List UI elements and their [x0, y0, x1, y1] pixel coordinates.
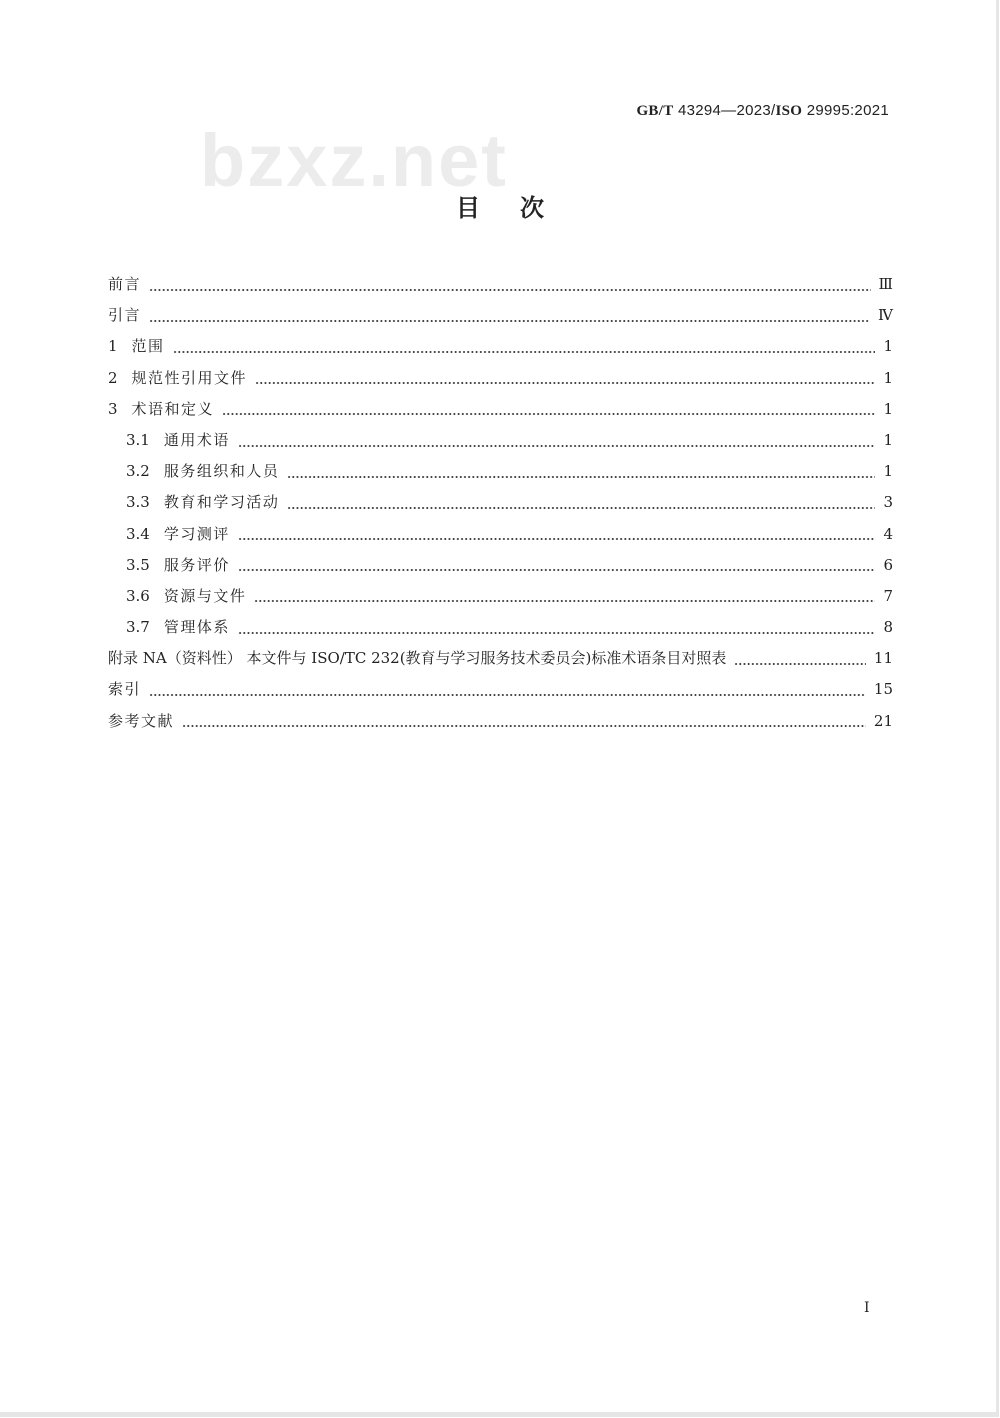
doc-number-iso: ISO — [775, 103, 803, 119]
dot-leader — [149, 693, 866, 697]
toc-entry-label: 引言 — [108, 306, 142, 325]
toc-entry[interactable] — [108, 336, 893, 367]
toc-entry-page: 1 — [883, 462, 893, 481]
dot-leader — [238, 537, 876, 541]
toc-entry-label: 附录 NA（资料性） 本文件与 ISO/TC 232(教育与学习服务技术委员会)标准术语条目对照表 — [108, 649, 727, 668]
dot-leader — [287, 475, 875, 479]
toc-entry-number: 3.5 — [126, 555, 150, 574]
toc-entry-number: 3.4 — [126, 524, 150, 543]
doc-number-prefix: GB/T — [636, 103, 674, 119]
toc-entry-page: 11 — [873, 649, 893, 668]
toc-entry-label: 教育和学习活动 — [163, 493, 280, 512]
toc-entry[interactable] — [108, 274, 893, 305]
toc-entry[interactable] — [108, 555, 893, 586]
toc-entry-label: 参考文献 — [108, 711, 175, 730]
toc-entry[interactable] — [108, 305, 893, 336]
dot-leader — [149, 288, 871, 292]
watermark: bzxz.net — [200, 119, 508, 202]
toc-entry-label: 服务组织和人员 — [163, 462, 280, 481]
toc-entry-label: 资源与文件 — [163, 586, 247, 605]
dot-leader — [287, 506, 875, 510]
dot-leader — [238, 444, 876, 448]
dot-leader — [238, 568, 876, 572]
toc-entry-number: 3.3 — [126, 493, 150, 512]
document-number — [636, 102, 889, 120]
toc-entry-label: 前言 — [108, 275, 142, 293]
toc-entry-label: 规范性引用文件 — [131, 368, 248, 387]
dot-leader — [734, 662, 866, 666]
toc-entry[interactable] — [108, 461, 893, 492]
toc-entry[interactable] — [108, 524, 893, 555]
toc-entry[interactable] — [108, 399, 893, 430]
dot-leader — [255, 381, 875, 385]
toc-entry-label: 索引 — [108, 680, 142, 699]
toc-entry[interactable] — [108, 679, 893, 710]
dot-leader — [149, 319, 870, 323]
toc-entry-page: 8 — [883, 618, 893, 637]
toc-entry-page: 3 — [883, 493, 893, 512]
dot-leader — [222, 412, 875, 416]
dot-leader — [182, 724, 866, 728]
toc-entry-page: Ⅳ — [878, 306, 893, 325]
toc-entry-number: 2 — [108, 368, 118, 387]
toc-entry-number: 1 — [108, 337, 118, 356]
toc-entry[interactable] — [108, 711, 893, 742]
page-number: I — [864, 1300, 870, 1316]
toc-entry-page: 6 — [883, 555, 893, 574]
toc-entry-page: 1 — [883, 337, 893, 356]
toc-entry-page: 15 — [873, 680, 893, 699]
toc-entry-page: 1 — [883, 399, 893, 418]
toc-entry[interactable] — [108, 368, 893, 399]
toc-entry-label: 范围 — [131, 337, 165, 356]
toc-entry[interactable] — [108, 430, 893, 461]
toc-entry-page: 1 — [883, 430, 893, 449]
toc-entry-label: 通用术语 — [163, 430, 230, 449]
toc-entry-page: 21 — [873, 711, 893, 730]
toc-entry[interactable] — [108, 648, 893, 679]
toc-entry-number: 3.1 — [126, 430, 150, 449]
toc-entry-number: 3.2 — [126, 462, 150, 481]
dot-leader — [254, 599, 875, 603]
toc-entry-number: 3 — [108, 399, 118, 418]
toc-entry-label: 服务评价 — [163, 555, 230, 574]
dot-leader — [238, 631, 876, 635]
toc-entry[interactable] — [108, 492, 893, 523]
toc-entry-page: 4 — [883, 524, 893, 543]
doc-number-main: 43294—2023/ — [677, 102, 776, 119]
page-title: 目次 — [456, 194, 584, 222]
toc-entry-label: 术语和定义 — [131, 399, 215, 418]
toc-entry-page: 7 — [883, 586, 893, 605]
table-of-contents — [108, 274, 893, 742]
toc-entry-label: 学习测评 — [163, 524, 230, 543]
toc-entry[interactable] — [108, 586, 893, 617]
dot-leader — [173, 350, 876, 354]
toc-entry-label: 管理体系 — [163, 618, 230, 637]
doc-number-tail: 29995:2021 — [806, 102, 889, 119]
toc-entry-page: 1 — [883, 368, 893, 387]
toc-entry-number: 3.6 — [126, 586, 150, 605]
toc-entry-page: Ⅲ — [878, 275, 893, 293]
toc-entry-number: 3.7 — [126, 618, 150, 637]
toc-entry[interactable] — [108, 617, 893, 648]
